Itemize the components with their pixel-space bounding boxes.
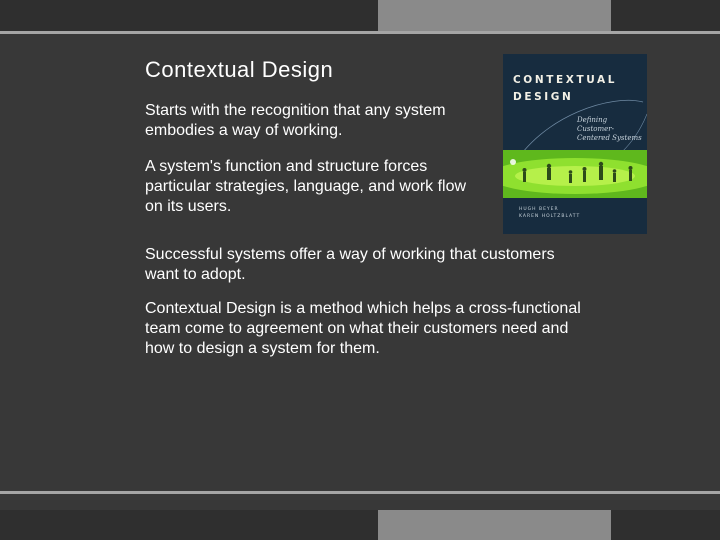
book-author-1: HUGH BEYER [519,207,559,212]
paragraph-4: Contextual Design is a method which helps a cross-functional team come to agreement on what their customers need and how to design a system for them. [145,300,581,357]
book-subtitle: Defining Customer-Centered Systems [577,116,642,142]
book-title-line-2: DESIGN [513,91,574,103]
top-accent-block [378,0,611,31]
paragraph-1: Starts with the recognition that any system embodies a way of working. [145,102,446,139]
slide-title: Contextual Design [145,57,334,82]
book-title-line-1: CONTEXTUAL [513,74,618,86]
paragraph-2: A system's function and structure forces particular strategies, language, and work flow on its users. [145,158,467,215]
bottom-accent-block [378,510,611,540]
book-authors [519,206,580,220]
top-rule [0,31,720,34]
book-author-2: KAREN HOLTZBLATT [519,214,581,219]
book-cover-image [503,54,647,234]
bottom-rule [0,491,720,494]
paragraph-3: Successful systems offer a way of working that customers want to adopt. [145,246,555,283]
top-frame-bar [0,0,720,31]
bottom-frame-bar [0,510,720,540]
